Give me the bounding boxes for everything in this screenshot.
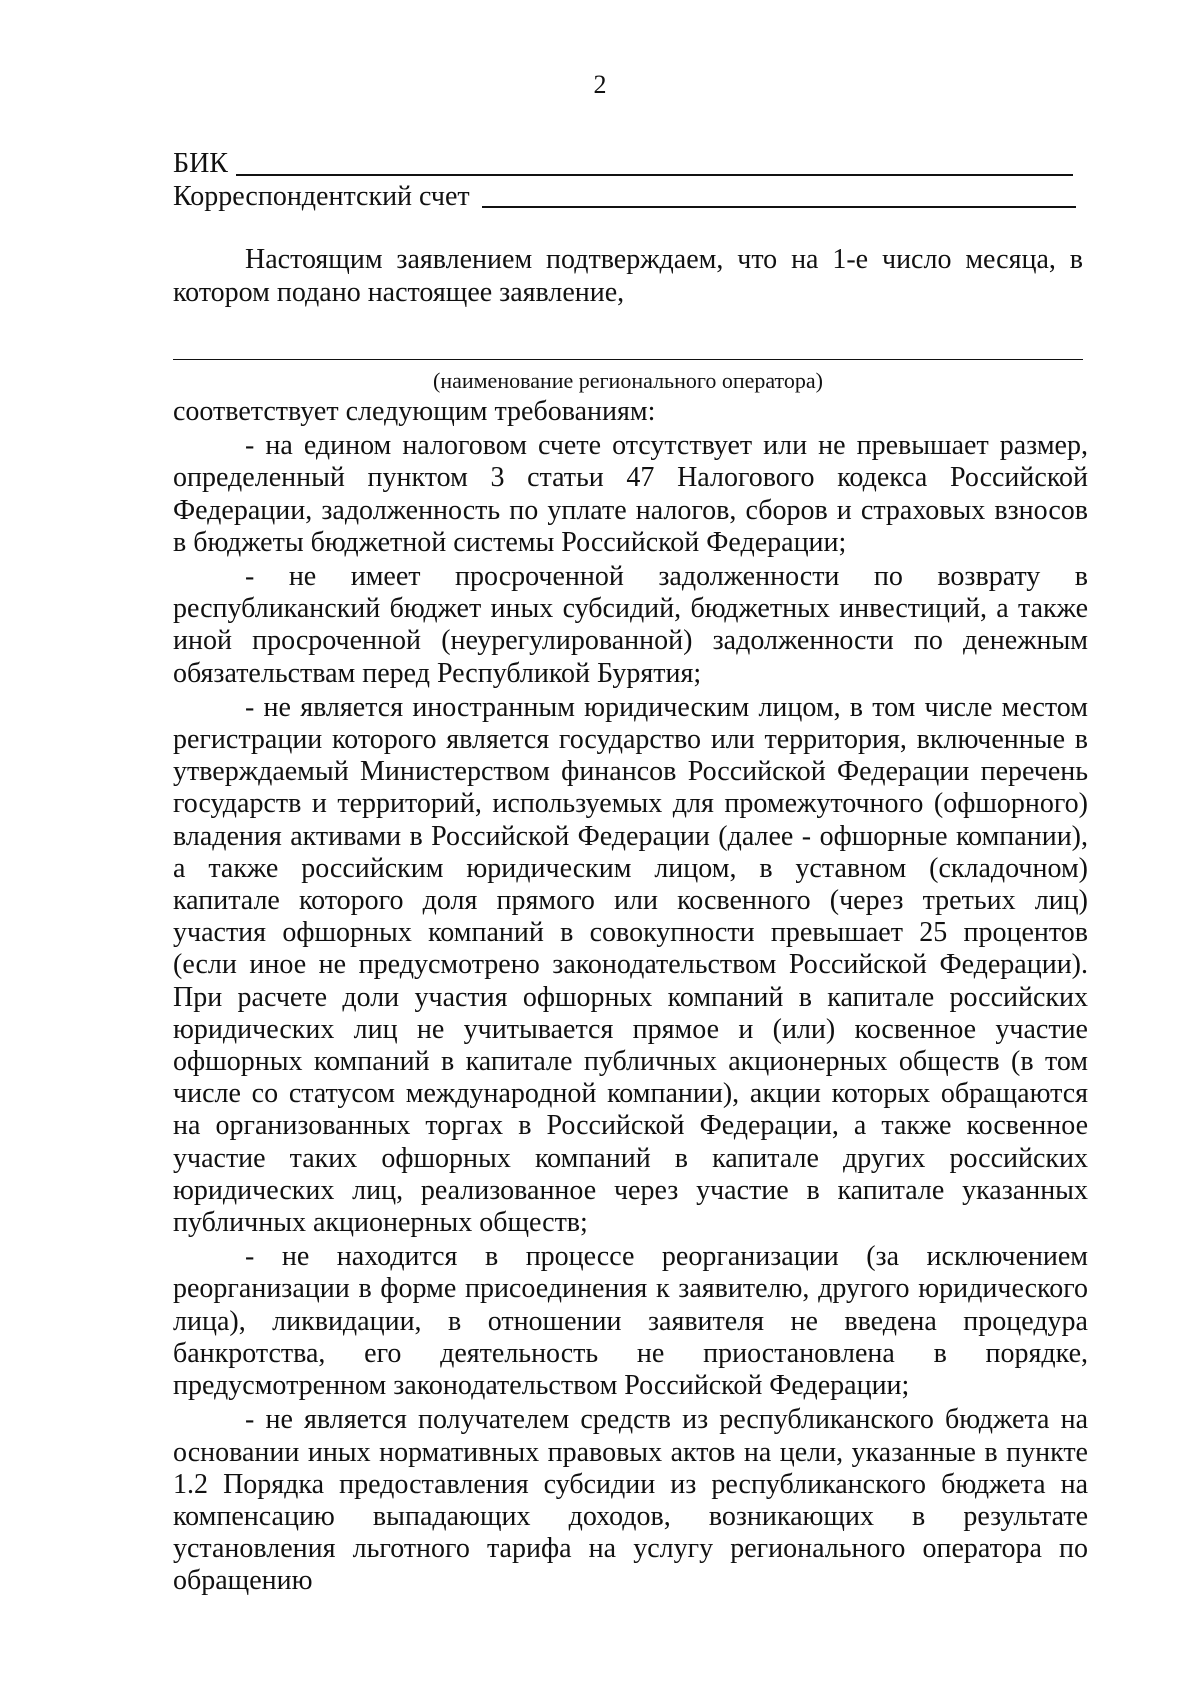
operator-name-hint: (наименование регионального оператора): [433, 368, 823, 393]
requirement-item: - не является получателем средств из республиканского бюджета на основании иных нормативных правовых актов на цели, указанные в пункте 1.2 Порядка предоставления субсидии из республиканского бюджета на компенсацию выпадающих доходов, возникающих в результате установления льготного тарифа на услугу регионального оператора по обращению: [173, 1404, 1088, 1597]
corr-account-label: Корреспондентский счет: [173, 181, 470, 212]
requirements-intro: соответствует следующим требованиям:: [173, 396, 656, 427]
requirements-section: [173, 396, 1088, 1600]
bik-field-line[interactable]: [236, 174, 1073, 176]
intro-paragraph: Настоящим заявлением подтверждаем, что на 1-е число месяца, в котором подано настоящее заявление,: [173, 244, 1083, 308]
page-number: 2: [593, 70, 607, 99]
requirement-item: - не находится в процессе реорганизации (за исключением реорганизации в форме присоединения к заявителю, другого юридического лица), ликвидации, в отношении заявителя не введена процедура банкротства, его деятельность не приостановлена в порядке, предусмотренном законодательством Российской Федерации;: [173, 1241, 1088, 1402]
corr-account-field-line[interactable]: [482, 206, 1076, 208]
bik-label: БИК: [173, 148, 228, 179]
requirement-item: - не имеет просроченной задолженности по возврату в республиканский бюджет иных субсидий, бюджетных инвестиций, а также иной просроченной (неурегулированной) задолженности по денежным обязательствам перед Республикой Бурятия;: [173, 561, 1088, 689]
operator-name-field-line[interactable]: [173, 359, 1083, 360]
requirement-item: - не является иностранным юридическим лицом, в том числе местом регистрации которого является государство или территория, включенные в утверждаемый Министерством финансов Российской Федерации перечень государств и территорий, используемых для промежуточного (офшорного) владения активами в Российской Федерации (далее - офшорные компании), а также российским юридическим лицом, в уставном (складочном) капитале которого доля прямого или косвенного (через третьих лиц) участия офшорных компаний в совокупности превышает 25 процентов (если иное не предусмотрено законодательством Российской Федерации). При расчете доли участия офшорных компаний в капитале российских юридических лиц не учитывается прямое и (или) косвенное участие офшорных компаний в капитале публичных акционерных обществ (в том числе со статусом международной компании), акции которых обращаются на организованных торгах в Российской Федерации, а также косвенное участие таких офшорных компаний в капитале других российских юридических лиц, реализованное через участие в капитале указанных публичных акционерных обществ;: [173, 691, 1088, 1239]
requirement-item: - на едином налоговом счете отсутствует или не превышает размер, определенный пунктом 3 статьи 47 Налогового кодекса Российской Федерации, задолженность по уплате налогов, сборов и страховых взносов в бюджеты бюджетной системы Российской Федерации;: [173, 430, 1088, 558]
